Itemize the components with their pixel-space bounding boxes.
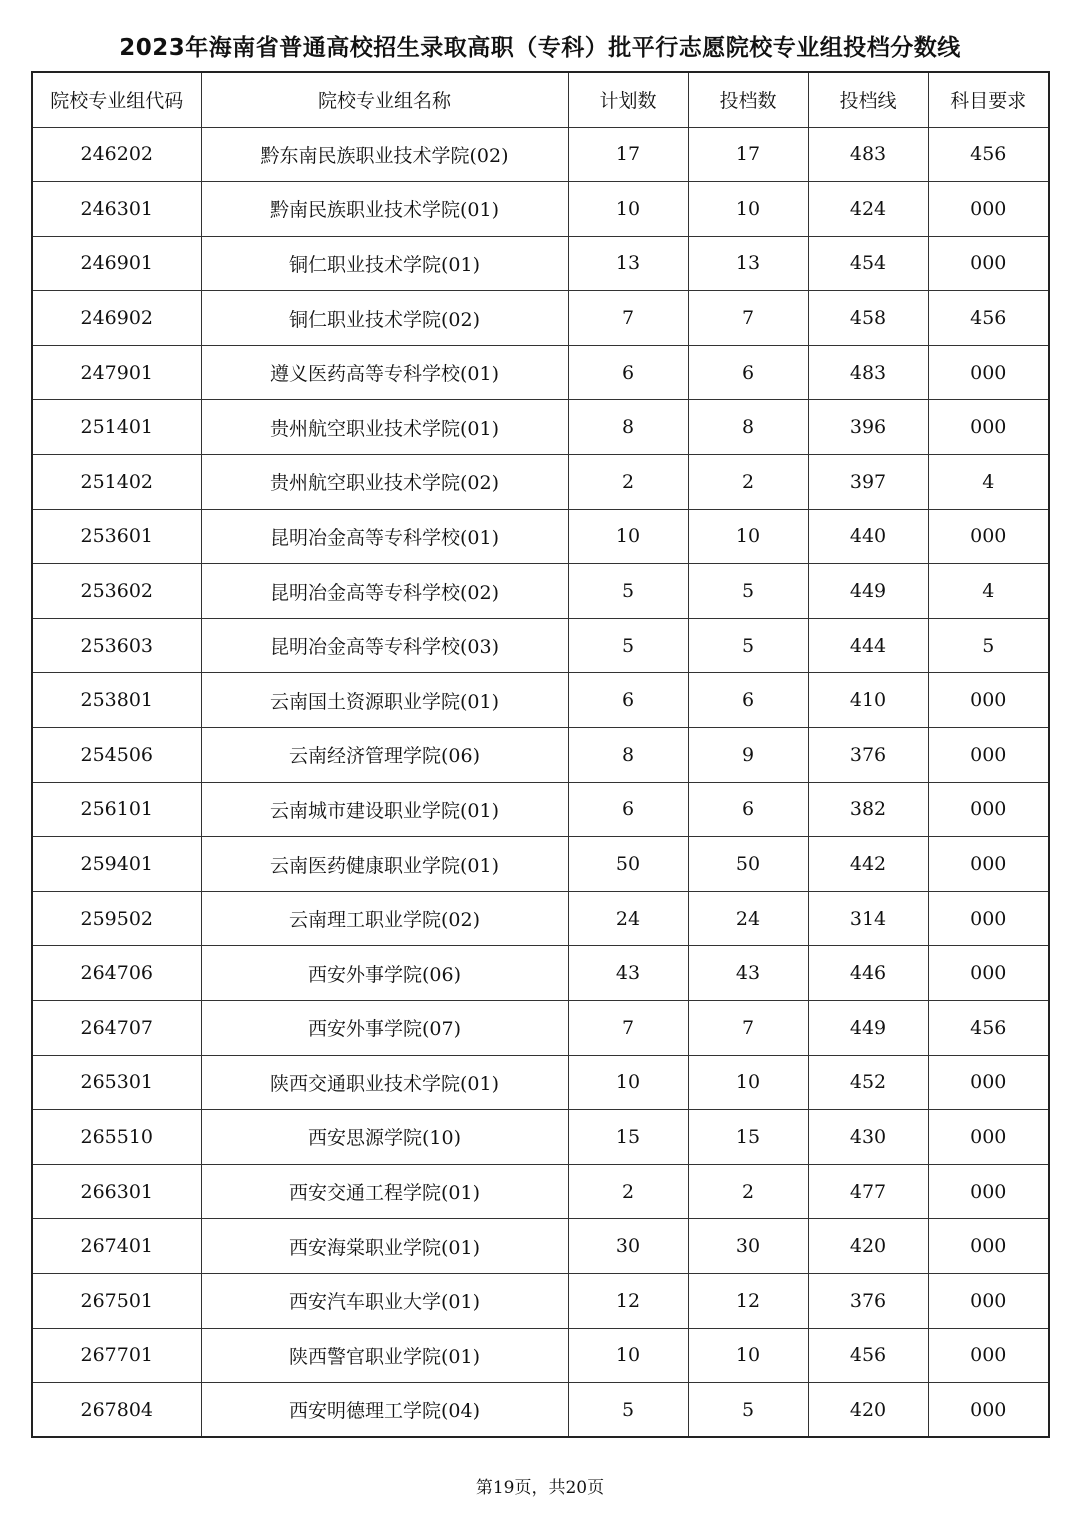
cell-name: 铜仁职业技术学院(01) [201, 236, 568, 291]
score-table [31, 71, 1050, 1438]
cell-code: 246902 [32, 291, 201, 346]
cell-admitted: 43 [688, 946, 808, 1001]
cell-subject: 000 [928, 837, 1049, 892]
cell-admitted: 5 [688, 1383, 808, 1438]
header-cutoff: 投档线 [808, 72, 928, 127]
cell-subject: 000 [928, 891, 1049, 946]
cell-plan: 30 [568, 1219, 688, 1274]
cell-plan: 12 [568, 1273, 688, 1328]
cell-subject: 000 [928, 400, 1049, 455]
cell-code: 256101 [32, 782, 201, 837]
cell-admitted: 9 [688, 728, 808, 783]
cell-plan: 43 [568, 946, 688, 1001]
cell-plan: 24 [568, 891, 688, 946]
cell-code: 253801 [32, 673, 201, 728]
cell-name: 贵州航空职业技术学院(02) [201, 455, 568, 510]
cell-subject: 5 [928, 618, 1049, 673]
cell-subject: 000 [928, 509, 1049, 564]
cell-subject: 000 [928, 1328, 1049, 1383]
cell-name: 西安思源学院(10) [201, 1110, 568, 1165]
table-row [32, 236, 1049, 291]
cell-code: 264706 [32, 946, 201, 1001]
cell-plan: 5 [568, 618, 688, 673]
cell-plan: 6 [568, 673, 688, 728]
table-row [32, 182, 1049, 237]
header-row [32, 72, 1049, 127]
cell-code: 246301 [32, 182, 201, 237]
cell-code: 259401 [32, 837, 201, 892]
cell-plan: 10 [568, 1328, 688, 1383]
header-code: 院校专业组代码 [32, 72, 201, 127]
cell-plan: 13 [568, 236, 688, 291]
cell-subject: 000 [928, 1055, 1049, 1110]
table-row [32, 1055, 1049, 1110]
cell-subject: 000 [928, 673, 1049, 728]
cell-cutoff: 442 [808, 837, 928, 892]
cell-admitted: 8 [688, 400, 808, 455]
cell-admitted: 10 [688, 1328, 808, 1383]
cell-cutoff: 410 [808, 673, 928, 728]
cell-cutoff: 424 [808, 182, 928, 237]
cell-cutoff: 314 [808, 891, 928, 946]
cell-plan: 5 [568, 564, 688, 619]
table-row [32, 291, 1049, 346]
cell-code: 265301 [32, 1055, 201, 1110]
cell-name: 铜仁职业技术学院(02) [201, 291, 568, 346]
cell-subject: 000 [928, 182, 1049, 237]
cell-admitted: 7 [688, 291, 808, 346]
header-plan: 计划数 [568, 72, 688, 127]
cell-name: 西安汽车职业大学(01) [201, 1273, 568, 1328]
table-row [32, 673, 1049, 728]
table-row [32, 455, 1049, 510]
cell-cutoff: 483 [808, 345, 928, 400]
cell-code: 259502 [32, 891, 201, 946]
cell-subject: 000 [928, 1110, 1049, 1165]
cell-admitted: 30 [688, 1219, 808, 1274]
cell-name: 遵义医药高等专科学校(01) [201, 345, 568, 400]
cell-code: 246901 [32, 236, 201, 291]
cell-admitted: 12 [688, 1273, 808, 1328]
cell-code: 251401 [32, 400, 201, 455]
cell-cutoff: 397 [808, 455, 928, 510]
cell-subject: 4 [928, 564, 1049, 619]
cell-cutoff: 376 [808, 1273, 928, 1328]
header-subject: 科目要求 [928, 72, 1049, 127]
cell-admitted: 50 [688, 837, 808, 892]
cell-admitted: 24 [688, 891, 808, 946]
cell-name: 黔南民族职业技术学院(01) [201, 182, 568, 237]
cell-subject: 000 [928, 782, 1049, 837]
cell-code: 267501 [32, 1273, 201, 1328]
cell-code: 267804 [32, 1383, 201, 1438]
cell-name: 云南城市建设职业学院(01) [201, 782, 568, 837]
cell-admitted: 10 [688, 509, 808, 564]
cell-subject: 000 [928, 236, 1049, 291]
cell-cutoff: 477 [808, 1164, 928, 1219]
cell-cutoff: 458 [808, 291, 928, 346]
table-row [32, 1001, 1049, 1056]
table-row [32, 1273, 1049, 1328]
table-row [32, 1110, 1049, 1165]
cell-subject: 000 [928, 1273, 1049, 1328]
cell-cutoff: 420 [808, 1219, 928, 1274]
cell-plan: 2 [568, 1164, 688, 1219]
cell-plan: 6 [568, 782, 688, 837]
header-name: 院校专业组名称 [201, 72, 568, 127]
table-row [32, 1219, 1049, 1274]
table-row [32, 400, 1049, 455]
cell-cutoff: 382 [808, 782, 928, 837]
cell-code: 266301 [32, 1164, 201, 1219]
cell-plan: 10 [568, 1055, 688, 1110]
cell-subject: 000 [928, 1383, 1049, 1438]
table-row [32, 728, 1049, 783]
cell-plan: 7 [568, 1001, 688, 1056]
cell-cutoff: 420 [808, 1383, 928, 1438]
cell-cutoff: 396 [808, 400, 928, 455]
table-header [32, 72, 1049, 127]
cell-name: 云南经济管理学院(06) [201, 728, 568, 783]
cell-name: 陕西交通职业技术学院(01) [201, 1055, 568, 1110]
cell-subject: 000 [928, 1219, 1049, 1274]
cell-admitted: 7 [688, 1001, 808, 1056]
cell-cutoff: 376 [808, 728, 928, 783]
cell-cutoff: 452 [808, 1055, 928, 1110]
cell-cutoff: 444 [808, 618, 928, 673]
cell-name: 西安外事学院(06) [201, 946, 568, 1001]
cell-name: 云南理工职业学院(02) [201, 891, 568, 946]
cell-admitted: 15 [688, 1110, 808, 1165]
cell-plan: 10 [568, 509, 688, 564]
table-row [32, 618, 1049, 673]
cell-code: 253603 [32, 618, 201, 673]
cell-admitted: 6 [688, 673, 808, 728]
cell-code: 265510 [32, 1110, 201, 1165]
cell-code: 246202 [32, 127, 201, 182]
cell-plan: 7 [568, 291, 688, 346]
cell-name: 昆明冶金高等专科学校(01) [201, 509, 568, 564]
cell-code: 254506 [32, 728, 201, 783]
table-row [32, 1164, 1049, 1219]
cell-admitted: 6 [688, 782, 808, 837]
cell-subject: 4 [928, 455, 1049, 510]
cell-admitted: 5 [688, 618, 808, 673]
cell-code: 253602 [32, 564, 201, 619]
cell-cutoff: 483 [808, 127, 928, 182]
cell-name: 西安外事学院(07) [201, 1001, 568, 1056]
cell-subject: 000 [928, 345, 1049, 400]
cell-admitted: 5 [688, 564, 808, 619]
cell-cutoff: 446 [808, 946, 928, 1001]
cell-admitted: 17 [688, 127, 808, 182]
cell-name: 黔东南民族职业技术学院(02) [201, 127, 568, 182]
cell-plan: 8 [568, 728, 688, 783]
cell-plan: 6 [568, 345, 688, 400]
cell-plan: 50 [568, 837, 688, 892]
cell-subject: 000 [928, 728, 1049, 783]
table-body [32, 127, 1049, 1437]
page-title: 2023年海南省普通高校招生录取高职（专科）批平行志愿院校专业组投档分数线 [119, 35, 961, 61]
cell-name: 西安海棠职业学院(01) [201, 1219, 568, 1274]
cell-subject: 456 [928, 1001, 1049, 1056]
table-row [32, 837, 1049, 892]
table-row [32, 1383, 1049, 1438]
table-row [32, 782, 1049, 837]
cell-admitted: 10 [688, 182, 808, 237]
cell-plan: 17 [568, 127, 688, 182]
cell-subject: 456 [928, 291, 1049, 346]
cell-code: 267401 [32, 1219, 201, 1274]
cell-subject: 000 [928, 946, 1049, 1001]
cell-admitted: 2 [688, 455, 808, 510]
cell-subject: 456 [928, 127, 1049, 182]
table-row [32, 127, 1049, 182]
cell-plan: 5 [568, 1383, 688, 1438]
cell-cutoff: 449 [808, 1001, 928, 1056]
cell-name: 贵州航空职业技术学院(01) [201, 400, 568, 455]
cell-admitted: 13 [688, 236, 808, 291]
cell-admitted: 10 [688, 1055, 808, 1110]
cell-plan: 2 [568, 455, 688, 510]
cell-plan: 8 [568, 400, 688, 455]
cell-cutoff: 456 [808, 1328, 928, 1383]
table-row [32, 1328, 1049, 1383]
cell-name: 昆明冶金高等专科学校(02) [201, 564, 568, 619]
table-row [32, 891, 1049, 946]
cell-admitted: 6 [688, 345, 808, 400]
cell-plan: 10 [568, 182, 688, 237]
cell-name: 西安交通工程学院(01) [201, 1164, 568, 1219]
page-footer: 第19页，共20页 [475, 1478, 605, 1498]
cell-cutoff: 440 [808, 509, 928, 564]
cell-admitted: 2 [688, 1164, 808, 1219]
cell-name: 云南医药健康职业学院(01) [201, 837, 568, 892]
cell-plan: 15 [568, 1110, 688, 1165]
cell-name: 陕西警官职业学院(01) [201, 1328, 568, 1383]
table-row [32, 345, 1049, 400]
header-admitted: 投档数 [688, 72, 808, 127]
cell-name: 西安明德理工学院(04) [201, 1383, 568, 1438]
cell-code: 264707 [32, 1001, 201, 1056]
cell-code: 251402 [32, 455, 201, 510]
cell-code: 247901 [32, 345, 201, 400]
cell-subject: 000 [928, 1164, 1049, 1219]
cell-name: 云南国土资源职业学院(01) [201, 673, 568, 728]
cell-name: 昆明冶金高等专科学校(03) [201, 618, 568, 673]
cell-cutoff: 449 [808, 564, 928, 619]
cell-cutoff: 430 [808, 1110, 928, 1165]
table-row [32, 946, 1049, 1001]
table-row [32, 509, 1049, 564]
cell-code: 267701 [32, 1328, 201, 1383]
table-row [32, 564, 1049, 619]
cell-code: 253601 [32, 509, 201, 564]
cell-cutoff: 454 [808, 236, 928, 291]
